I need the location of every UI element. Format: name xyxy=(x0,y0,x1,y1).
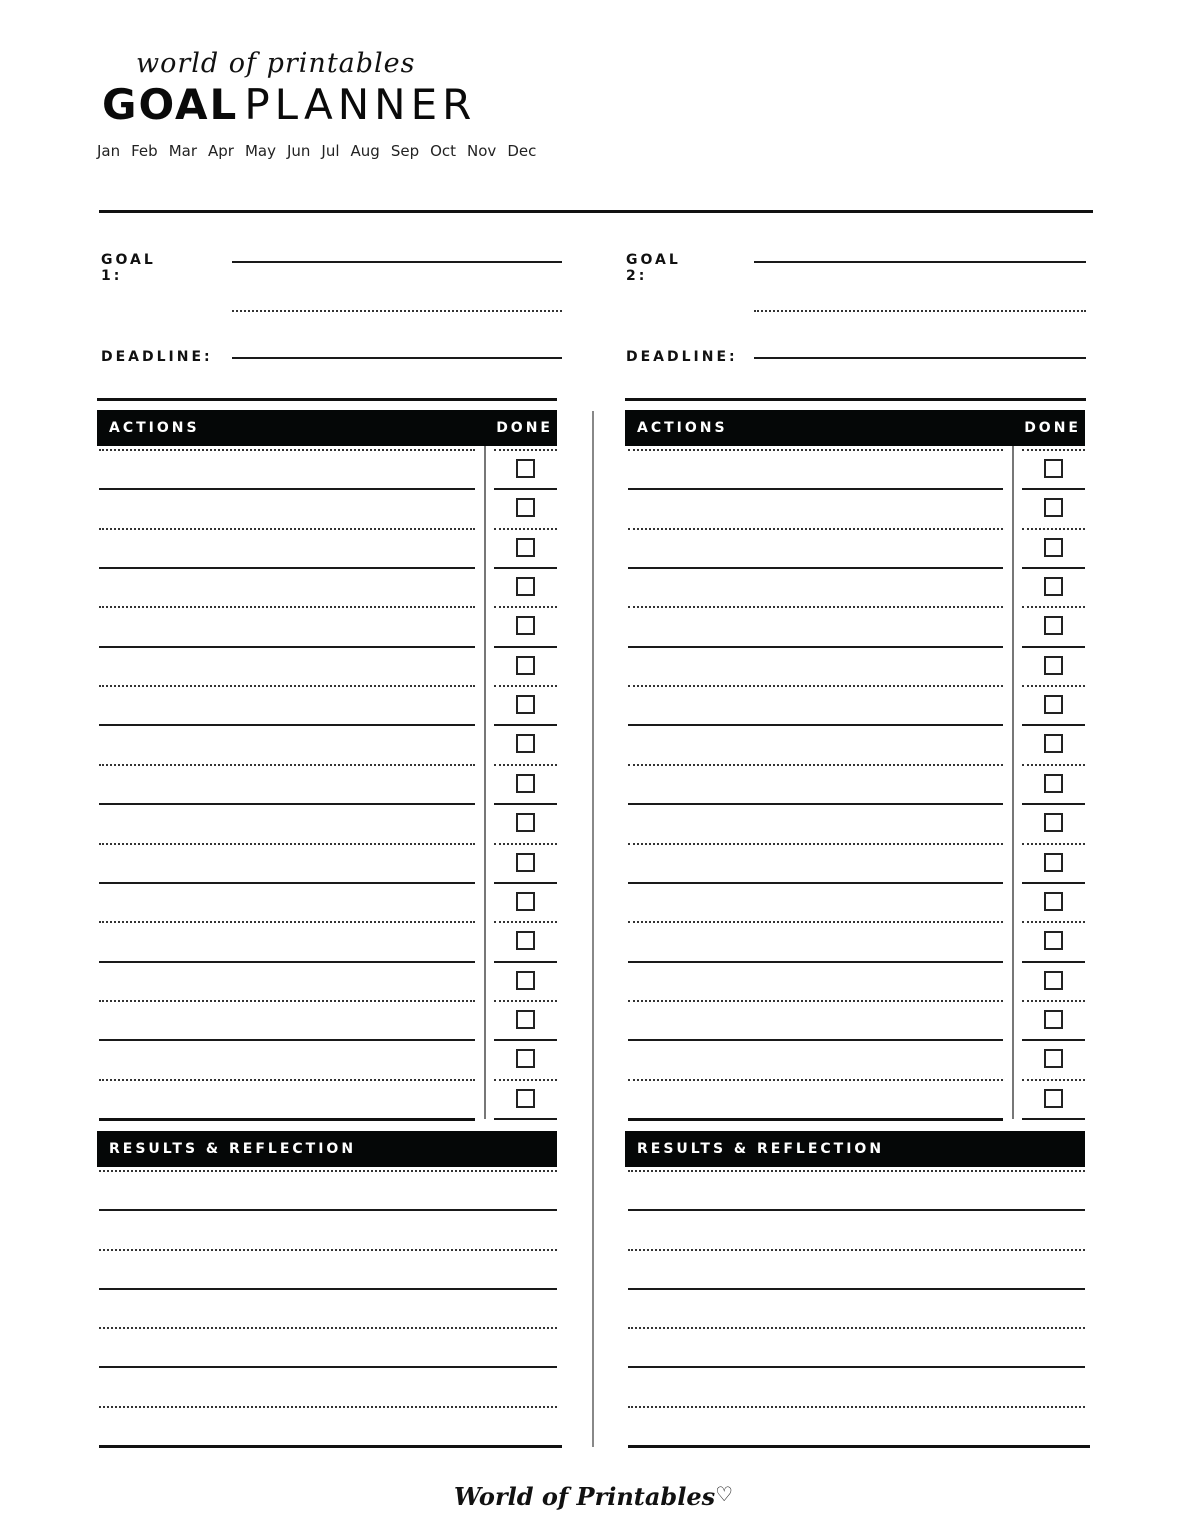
action-line[interactable] xyxy=(628,528,1003,530)
action-line[interactable] xyxy=(99,1039,475,1041)
done-checkbox[interactable] xyxy=(516,695,535,714)
done-checkbox[interactable] xyxy=(516,774,535,793)
page-title xyxy=(102,80,476,130)
done-line xyxy=(1022,567,1085,569)
done-line xyxy=(1022,449,1085,451)
done-line xyxy=(494,961,557,963)
done-line xyxy=(1022,843,1085,845)
reflection-line[interactable] xyxy=(99,1249,557,1251)
goal-2-section-rule xyxy=(625,398,1086,401)
done-line xyxy=(1022,764,1085,766)
title-bold: GOAL xyxy=(102,80,239,129)
reflection-line[interactable] xyxy=(628,1249,1085,1251)
actions-header-label: ACTIONS xyxy=(109,420,200,436)
done-line xyxy=(1022,528,1085,530)
action-line[interactable] xyxy=(99,1079,475,1081)
reflection-line[interactable] xyxy=(99,1445,562,1448)
action-line[interactable] xyxy=(628,646,1003,648)
done-checkbox[interactable] xyxy=(1044,616,1063,635)
done-line xyxy=(1022,685,1085,687)
done-line xyxy=(494,606,557,608)
month-jul[interactable]: Jul xyxy=(321,142,340,160)
done-checkbox[interactable] xyxy=(516,498,535,517)
done-line xyxy=(1022,961,1085,963)
action-line[interactable] xyxy=(99,685,475,687)
actions-header-bar-2 xyxy=(625,410,1085,446)
action-line[interactable] xyxy=(628,961,1003,963)
done-line xyxy=(1022,1079,1085,1081)
action-line[interactable] xyxy=(99,961,475,963)
action-line[interactable] xyxy=(99,449,475,451)
action-line[interactable] xyxy=(628,567,1003,569)
done-line xyxy=(494,843,557,845)
actions-done-divider-2 xyxy=(1012,446,1014,1119)
reflection-line[interactable] xyxy=(628,1445,1090,1448)
action-line[interactable] xyxy=(628,449,1003,451)
done-line xyxy=(494,764,557,766)
done-checkbox[interactable] xyxy=(1044,853,1063,872)
action-line[interactable] xyxy=(628,685,1003,687)
done-checkbox[interactable] xyxy=(516,616,535,635)
goal-2-input-line-2[interactable] xyxy=(754,310,1086,312)
reflection-line[interactable] xyxy=(99,1170,557,1172)
done-line xyxy=(494,921,557,923)
reflection-line[interactable] xyxy=(99,1209,557,1211)
actions-header-label: ACTIONS xyxy=(637,420,728,436)
action-line[interactable] xyxy=(99,1000,475,1002)
deadline-2-input-line[interactable] xyxy=(754,357,1086,359)
action-line[interactable] xyxy=(99,921,475,923)
action-line[interactable] xyxy=(628,606,1003,608)
done-line xyxy=(1022,1039,1085,1041)
brand-script-logo: world of printables xyxy=(136,48,416,79)
reflection-line[interactable] xyxy=(628,1406,1085,1408)
done-checkbox[interactable] xyxy=(1044,971,1063,990)
done-line xyxy=(494,449,557,451)
goal-1-section-rule xyxy=(97,398,557,401)
done-checkbox[interactable] xyxy=(516,1089,535,1108)
action-line[interactable] xyxy=(628,488,1003,490)
done-header-label: DONE xyxy=(496,420,553,436)
reflection-line[interactable] xyxy=(628,1170,1085,1172)
reflection-line[interactable] xyxy=(628,1366,1085,1368)
month-dec[interactable]: Dec xyxy=(507,142,537,160)
reflection-line[interactable] xyxy=(99,1406,557,1408)
action-line[interactable] xyxy=(99,843,475,845)
reflection-header-label: RESULTS & REFLECTION xyxy=(637,1141,885,1157)
goal-2-label: GOAL 2: xyxy=(626,252,681,284)
month-oct[interactable]: Oct xyxy=(430,142,457,160)
action-line[interactable] xyxy=(628,1118,1003,1121)
goal-1-input-line[interactable] xyxy=(232,261,562,263)
done-checkbox[interactable] xyxy=(516,656,535,675)
deadline-1-input-line[interactable] xyxy=(232,357,562,359)
reflection-line[interactable] xyxy=(628,1327,1085,1329)
month-jun[interactable]: Jun xyxy=(286,142,311,160)
done-line xyxy=(494,1000,557,1002)
done-checkbox[interactable] xyxy=(516,459,535,478)
action-line[interactable] xyxy=(99,606,475,608)
reflection-line[interactable] xyxy=(99,1327,557,1329)
center-column-divider xyxy=(592,411,594,1447)
done-checkbox[interactable] xyxy=(1044,892,1063,911)
month-apr[interactable]: Apr xyxy=(208,142,234,160)
done-checkbox[interactable] xyxy=(1044,695,1063,714)
done-line xyxy=(494,646,557,648)
done-line xyxy=(1022,606,1085,608)
reflection-header-bar-1 xyxy=(97,1131,557,1167)
done-checkbox[interactable] xyxy=(516,892,535,911)
actions-done-divider-1 xyxy=(484,446,486,1119)
reflection-line[interactable] xyxy=(99,1366,557,1368)
done-line xyxy=(1022,1118,1085,1120)
month-selector xyxy=(97,142,547,160)
done-line xyxy=(494,1039,557,1041)
reflection-line[interactable] xyxy=(628,1209,1085,1211)
action-line[interactable] xyxy=(99,882,475,884)
action-line[interactable] xyxy=(628,921,1003,923)
done-line xyxy=(1022,921,1085,923)
done-line xyxy=(1022,803,1085,805)
footer-logo-text: World of Printables xyxy=(453,1482,716,1511)
action-line[interactable] xyxy=(628,764,1003,766)
done-checkbox[interactable] xyxy=(516,538,535,557)
done-line xyxy=(494,528,557,530)
done-header-label: DONE xyxy=(1024,420,1081,436)
done-line xyxy=(1022,882,1085,884)
action-line[interactable] xyxy=(99,646,475,648)
done-line xyxy=(494,882,557,884)
done-line xyxy=(494,685,557,687)
done-checkbox[interactable] xyxy=(1044,813,1063,832)
done-checkbox[interactable] xyxy=(516,1010,535,1029)
done-line xyxy=(494,1118,557,1120)
done-checkbox[interactable] xyxy=(1044,538,1063,557)
action-line[interactable] xyxy=(628,803,1003,805)
top-rule-divider xyxy=(99,210,1093,213)
done-line xyxy=(494,724,557,726)
deadline-1-label: DEADLINE: xyxy=(101,349,213,365)
month-jan[interactable]: Jan xyxy=(97,142,121,160)
action-line[interactable] xyxy=(99,567,475,569)
done-checkbox[interactable] xyxy=(516,931,535,950)
done-checkbox[interactable] xyxy=(1044,1049,1063,1068)
reflection-header-label: RESULTS & REFLECTION xyxy=(109,1141,357,1157)
reflection-line[interactable] xyxy=(628,1288,1085,1290)
action-line[interactable] xyxy=(628,1039,1003,1041)
goal-2-input-line[interactable] xyxy=(754,261,1086,263)
deadline-2-label: DEADLINE: xyxy=(626,349,738,365)
month-sep[interactable]: Sep xyxy=(390,142,420,160)
done-line xyxy=(1022,488,1085,490)
footer-logo xyxy=(0,1482,1187,1511)
done-line xyxy=(494,488,557,490)
done-checkbox[interactable] xyxy=(1044,656,1063,675)
action-line[interactable] xyxy=(99,803,475,805)
done-checkbox[interactable] xyxy=(516,853,535,872)
month-nov[interactable]: Nov xyxy=(467,142,497,160)
action-line[interactable] xyxy=(628,1000,1003,1002)
action-line[interactable] xyxy=(628,843,1003,845)
done-checkbox[interactable] xyxy=(516,971,535,990)
done-checkbox[interactable] xyxy=(516,734,535,753)
done-line xyxy=(1022,1000,1085,1002)
done-checkbox[interactable] xyxy=(1044,1010,1063,1029)
action-line[interactable] xyxy=(99,488,475,490)
done-checkbox[interactable] xyxy=(516,1049,535,1068)
action-line[interactable] xyxy=(628,882,1003,884)
done-checkbox[interactable] xyxy=(516,577,535,596)
goal-1-input-line-2[interactable] xyxy=(232,310,562,312)
done-line xyxy=(494,567,557,569)
goal-1-label: GOAL 1: xyxy=(101,252,156,284)
action-line[interactable] xyxy=(99,528,475,530)
reflection-line[interactable] xyxy=(99,1288,557,1290)
done-checkbox[interactable] xyxy=(1044,459,1063,478)
title-light: PLANNER xyxy=(244,80,477,129)
action-line[interactable] xyxy=(99,1118,475,1121)
actions-header-bar-1 xyxy=(97,410,557,446)
done-checkbox[interactable] xyxy=(1044,498,1063,517)
action-line[interactable] xyxy=(628,724,1003,726)
done-line xyxy=(1022,646,1085,648)
month-aug[interactable]: Aug xyxy=(350,142,380,160)
done-checkbox[interactable] xyxy=(1044,774,1063,793)
done-checkbox[interactable] xyxy=(1044,734,1063,753)
done-checkbox[interactable] xyxy=(1044,1089,1063,1108)
done-line xyxy=(494,1079,557,1081)
done-line xyxy=(494,803,557,805)
done-checkbox[interactable] xyxy=(516,813,535,832)
action-line[interactable] xyxy=(99,724,475,726)
month-feb[interactable]: Feb xyxy=(131,142,158,160)
month-may[interactable]: May xyxy=(244,142,276,160)
done-checkbox[interactable] xyxy=(1044,931,1063,950)
heart-icon: ♡ xyxy=(715,1482,734,1506)
done-checkbox[interactable] xyxy=(1044,577,1063,596)
reflection-header-bar-2 xyxy=(625,1131,1085,1167)
action-line[interactable] xyxy=(99,764,475,766)
action-line[interactable] xyxy=(628,1079,1003,1081)
month-mar[interactable]: Mar xyxy=(168,142,197,160)
done-line xyxy=(1022,724,1085,726)
